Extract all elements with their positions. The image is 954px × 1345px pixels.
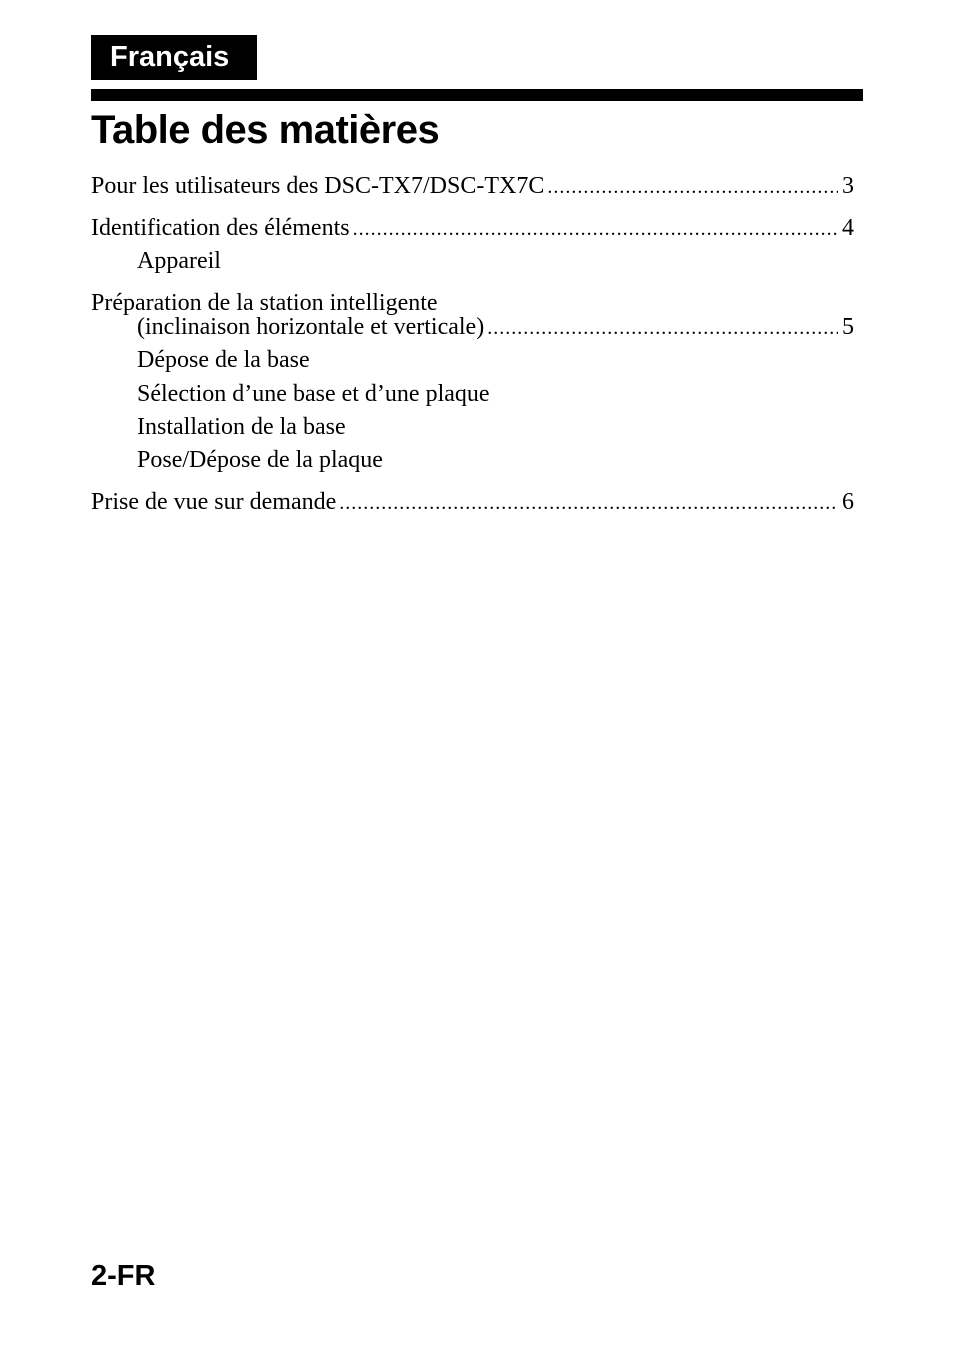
toc-entry-label: Prise de vue sur demande [91,489,337,515]
toc-subitem[interactable]: Installation de la base [137,414,346,440]
toc-leader-dots [547,173,838,201]
toc-subitem[interactable]: Dépose de la base [137,347,310,373]
toc-subitem[interactable]: Pose/Dépose de la plaque [137,447,383,473]
toc-leader-dots [339,489,838,517]
toc-leader-dots [487,314,838,342]
toc-entry-label: Identification des éléments [91,215,350,241]
header-rule [91,89,863,101]
toc-subitem[interactable]: Appareil [137,248,221,274]
toc-page-number: 3 [842,173,854,199]
toc-entry-users[interactable] [91,172,854,201]
toc-entry-label: Pour les utilisateurs des DSC-TX7/DSC-TX7C [91,173,545,199]
language-tab: Français [91,35,257,80]
page-title: Table des matières [91,108,440,152]
toc-entry-preparation-label[interactable]: Préparation de la station intelligente [91,290,438,316]
toc-page-number: 4 [842,215,854,241]
toc-page-number: 5 [842,314,854,340]
page-number: 2-FR [91,1260,156,1292]
toc-page-number: 6 [842,489,854,515]
toc-entry-preparation[interactable] [137,313,854,342]
toc-leader-dots [353,215,838,243]
toc-entry-shooting[interactable] [91,488,854,517]
toc-subitem[interactable]: Sélection d’une base et d’une plaque [137,381,490,407]
toc-entry-identification[interactable] [91,214,854,243]
toc-entry-label: (inclinaison horizontale et verticale) [137,314,485,340]
